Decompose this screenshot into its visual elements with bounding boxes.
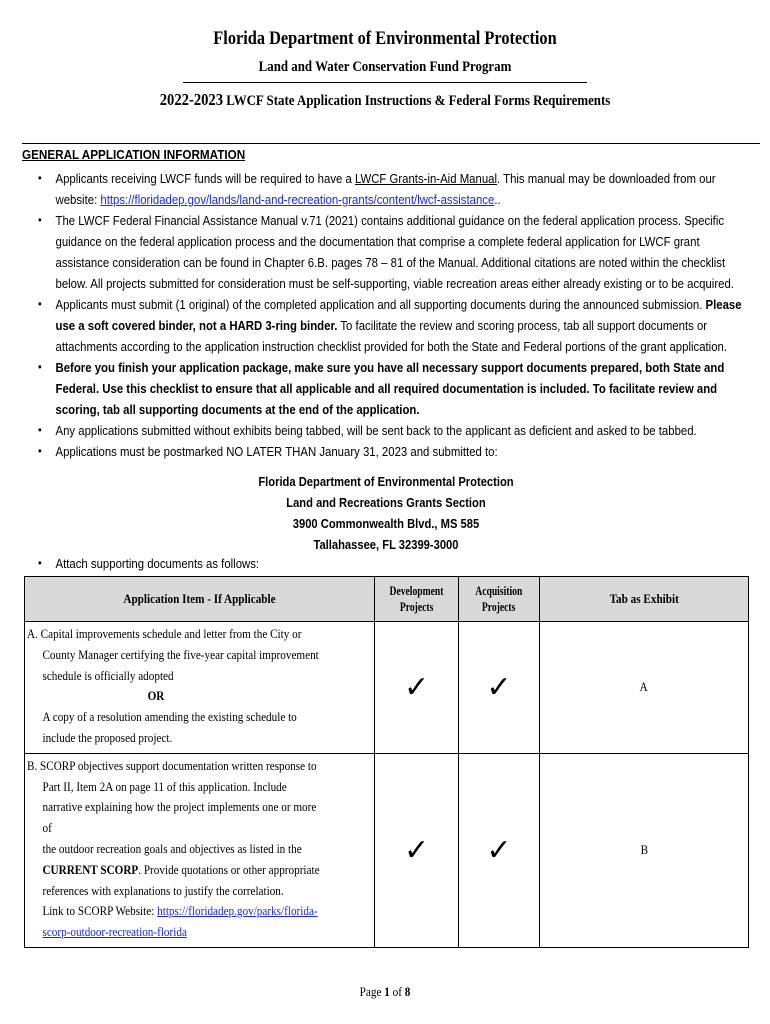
exhibit-tab: A (539, 622, 748, 754)
address-line: Florida Department of Environmental Protection (258, 474, 514, 489)
table-row (25, 753, 749, 947)
header-divider (183, 82, 587, 83)
bullet-icon: • (38, 213, 42, 227)
bullet-text: Applicants must submit (1 original) of the completed application and all supporting documents during the announced submission. (55, 297, 706, 312)
bullet-text: .. (494, 192, 501, 207)
address-line: Land and Recreations Grants Section (286, 495, 486, 510)
address-line: 3900 Commonwealth Blvd., MS 585 (292, 516, 480, 531)
bullet-text: Applications must be postmarked NO LATER THAN January 31, 2023 and submitted to: (55, 444, 498, 459)
column-header-tab: Tab as Exhibit (539, 577, 748, 622)
document-title-text: LWCF State Application Instructions & Federal Forms Requirements (223, 93, 611, 109)
bullet-text: Any applications submitted without exhibits being tabbed, will be sent back to the applicant as deficient and asked to be tabbed. (55, 423, 697, 438)
bullet-icon: • (38, 444, 42, 458)
agency-heading: Florida Department of Environmental Protection (213, 28, 557, 49)
check-icon: ✓ (375, 753, 459, 947)
bullet-text: To facilitate the review and scoring process, tab all support documents or attachments according to the application instruction checklist provided for both the State and Federal portions of the grant application. (55, 318, 728, 354)
list-item (38, 420, 747, 441)
current-scorp-label: CURRENT SCORP (42, 861, 139, 877)
scorp-website-link-cont[interactable]: scorp-outdoor-recreation-florida (42, 924, 187, 940)
lwcf-website-link[interactable]: https://floridadep.gov/lands/land-and-recreation-grants/content/lwcf-assistance (100, 192, 495, 207)
bullet-text: The LWCF Federal Financial Assistance Manual v.71 (2021) contains additional guidance on the federal application process. Specific guidance on the federal application process and the documentation that comprise a complete federal application for LWCF grant assistance consideration can be found in Chapter 6.B. pages 78 – 81 of the Manual. Additional citations are noted within the checklist below. All projects submitted for consideration must be self-supporting, viable recreation areas either already existing or to be acquired. (55, 213, 734, 291)
checklist-notice: Before you finish your application package, make sure you have all necessary support documents prepared, both State and Federal. Use this checklist to ensure that all applicable and all required documentation is included. To facilitate review and scoring, tab all supporting documents at the end of the application. (55, 360, 725, 417)
binder-notice: Please use a soft covered binder, not a HARD 3-ring binder. (55, 297, 742, 333)
bullet-icon: • (38, 556, 42, 570)
column-header-item: Application Item - If Applicable (25, 577, 375, 622)
item-description: B. SCORP objectives support documentation written response to Part II, Item 2A on page 11 of this application. Include narrative explaining how the project implements one or more of the outdoor recreation goals and objectives as listed in the CURRENT SCORP. Provide quotations or other appropriate references with explanations to justify the correlation. Link to SCORP Website: https://floridadep.gov/parks/florida- scorp-outdoor-recreation-florida (25, 753, 375, 947)
address-line: Tallahassee, FL 32399-3000 (313, 537, 459, 552)
application-items-table (24, 576, 749, 948)
list-item (38, 357, 747, 420)
document-year: 2022-2023 (159, 90, 224, 109)
bullet-text: Applicants receiving LWCF funds will be required to have a (55, 171, 355, 186)
attach-instruction (38, 556, 259, 571)
page-number: Page 1 of 8 (359, 984, 411, 999)
exhibit-tab: B (539, 753, 748, 947)
check-icon: ✓ (375, 622, 459, 754)
bullet-icon: • (38, 297, 42, 311)
list-item (38, 441, 747, 462)
document-title (54, 90, 716, 110)
instruction-list (38, 168, 747, 462)
check-icon: ✓ (459, 753, 540, 947)
section-divider (22, 143, 760, 144)
table-header-row (25, 577, 749, 622)
manual-name: LWCF Grants-in-Aid Manual (354, 171, 498, 186)
check-icon: ✓ (459, 622, 540, 754)
bullet-text: Attach supporting documents as follows: (55, 556, 260, 571)
column-header-development: Development Projects (375, 577, 459, 622)
bullet-icon: • (38, 171, 42, 185)
mailing-address (55, 471, 717, 555)
bullet-text: . This manual may be downloaded from our website: (55, 171, 716, 207)
scorp-website-link[interactable]: https://floridadep.gov/parks/florida- (157, 903, 318, 919)
or-separator: OR (147, 688, 165, 704)
list-item (38, 210, 747, 294)
list-item (38, 294, 747, 357)
program-heading: Land and Water Conservation Fund Program (258, 59, 512, 75)
column-header-acquisition: Acquisition Projects (459, 577, 540, 622)
table-row (25, 622, 749, 754)
bullet-icon: • (38, 360, 42, 374)
item-description: A. Capital improvements schedule and letter from the City or County Manager certifying the five-year capital improvement schedule is officially adopted OR A copy of a resolution amending the existing schedule to include the proposed project. (25, 622, 375, 754)
bullet-icon: • (38, 423, 42, 437)
section-title: GENERAL APPLICATION INFORMATION (22, 147, 246, 162)
list-item (38, 168, 747, 210)
